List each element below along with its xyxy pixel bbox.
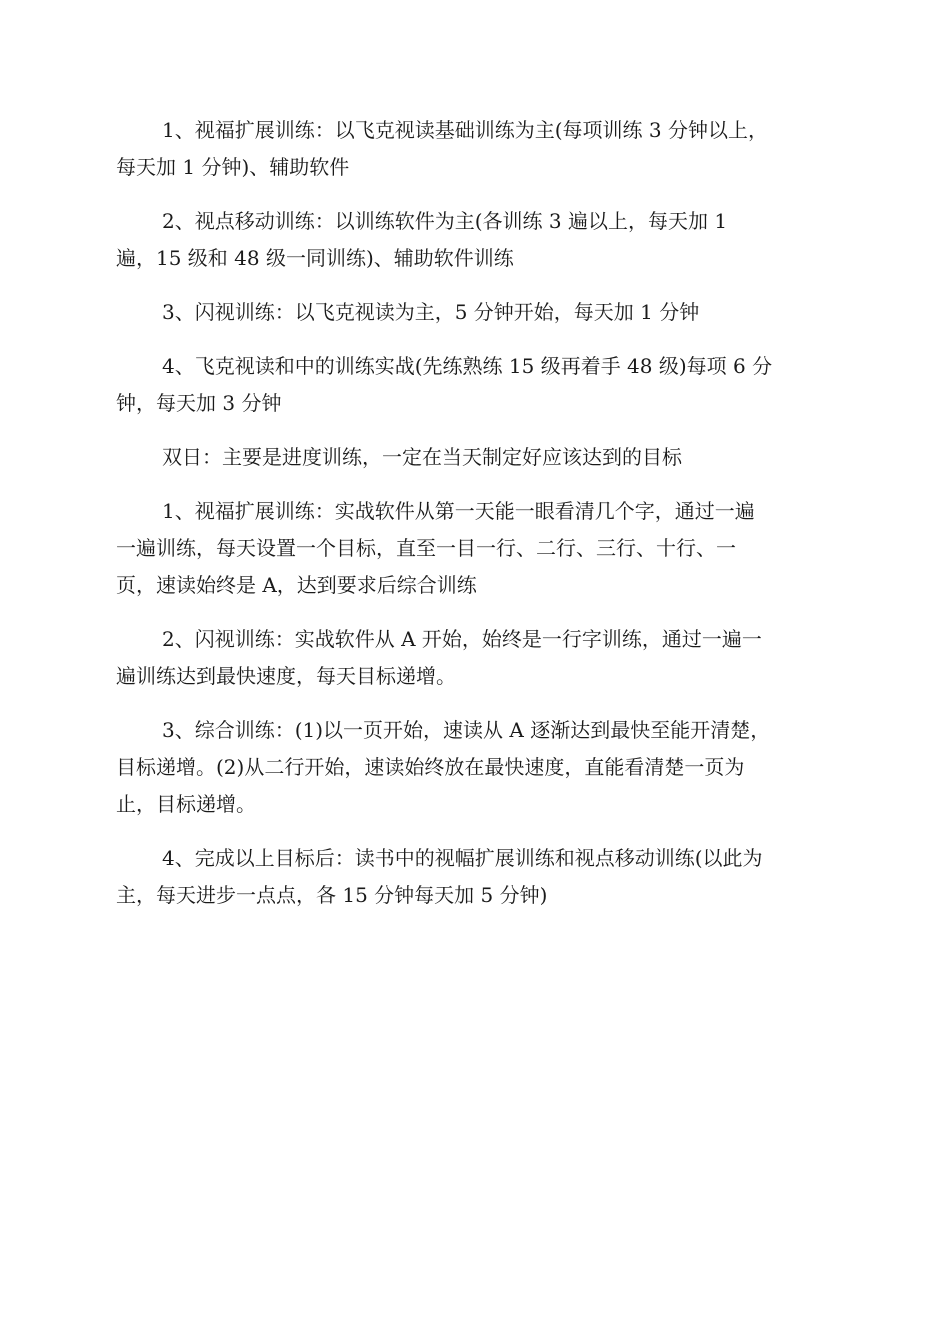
paragraph-line: 遍，15 级和 48 级一同训练)、辅助软件训练 [116,246,514,270]
paragraph-7 [116,621,836,695]
document-body [116,112,836,931]
paragraph-line: 主，每天进步一点点，各 15 分钟每天加 5 分钟) [116,883,548,907]
paragraph-5 [116,439,836,476]
paragraph-line: 3、闪视训练：以飞克视读为主，5 分钟开始，每天加 1 分钟 [162,300,700,324]
paragraph-line: 1、视福扩展训练：以飞克视读基础训练为主(每项训练 3 分钟以上， [162,118,768,142]
paragraph-2 [116,203,836,277]
paragraph-line: 每天加 1 分钟)、辅助软件 [116,155,350,179]
paragraph-line: 1、视福扩展训练：实战软件从第一天能一眼看清几个字，通过一遍 [162,499,755,523]
paragraph-8 [116,712,836,823]
paragraph-6 [116,493,836,604]
paragraph-line: 2、闪视训练：实战软件从 A 开始，始终是一行字训练，通过一遍一 [162,627,762,651]
paragraph-line: 4、飞克视读和中的训练实战(先练熟练 15 级再着手 48 级)每项 6 分 [162,354,773,378]
paragraph-line: 2、视点移动训练：以训练软件为主(各训练 3 遍以上，每天加 1 [162,209,728,233]
paragraph-3 [116,294,836,331]
paragraph-line: 一遍训练，每天设置一个目标，直至一目一行、二行、三行、十行、一 [116,536,736,560]
paragraph-line: 止，目标递增。 [116,792,256,816]
paragraph-line: 双日：主要是进度训练，一定在当天制定好应该达到的目标 [162,445,682,469]
paragraph-4 [116,348,836,422]
paragraph-line: 3、综合训练：(1)以一页开始，速读从 A 逐渐达到最快至能开清楚， [162,718,771,742]
paragraph-line: 钟，每天加 3 分钟 [116,391,282,415]
paragraph-line: 页，速读始终是 A，达到要求后综合训练 [116,573,477,597]
paragraph-line: 目标递增。(2)从二行开始，速读始终放在最快速度，直能看清楚一页为 [116,755,745,779]
paragraph-9 [116,840,836,914]
paragraph-line: 遍训练达到最快速度，每天目标递增。 [116,664,456,688]
paragraph-line: 4、完成以上目标后：读书中的视幅扩展训练和视点移动训练(以此为 [162,846,763,870]
paragraph-1 [116,112,836,186]
